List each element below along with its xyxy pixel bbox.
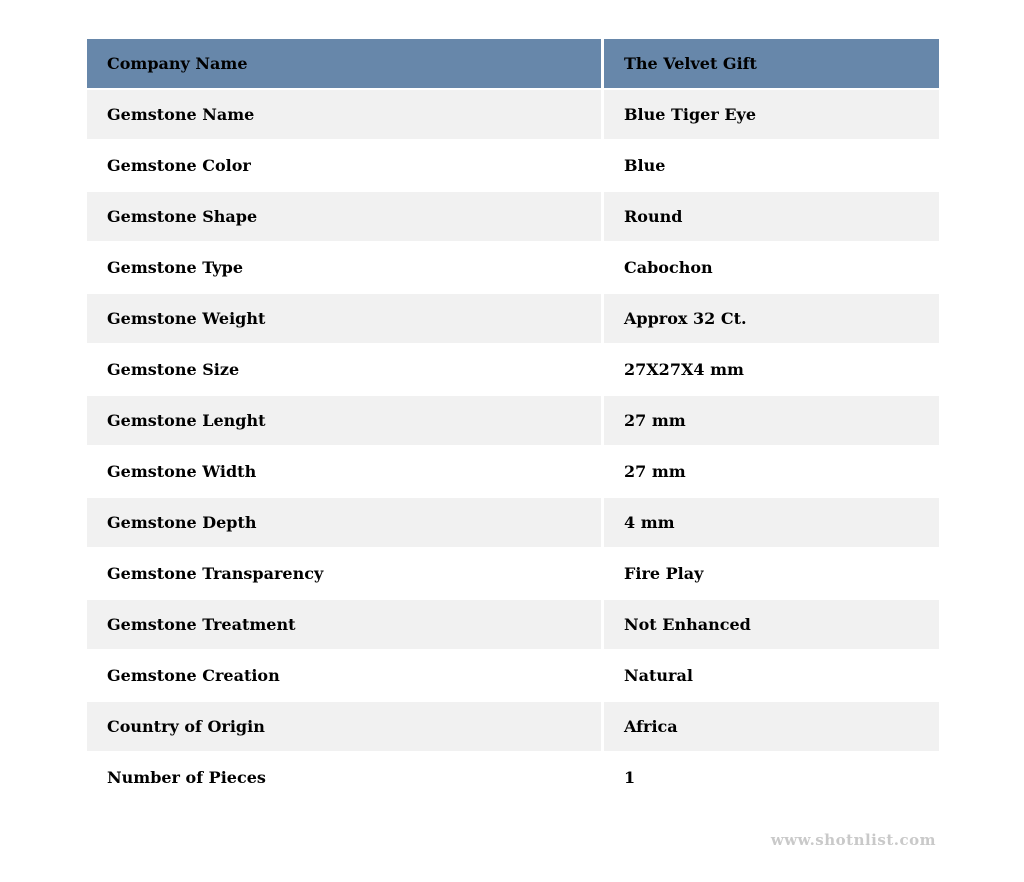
table-row — [87, 294, 939, 343]
row-value-cell — [604, 243, 939, 292]
row-value-cell — [604, 141, 939, 190]
table-row — [87, 702, 939, 751]
header-value: The Velvet Gift — [624, 54, 757, 73]
row-value-cell — [604, 702, 939, 751]
row-value: 27 mm — [624, 411, 686, 430]
row-label-cell — [87, 600, 601, 649]
row-value-cell — [604, 651, 939, 700]
table-row — [87, 345, 939, 394]
row-label: Number of Pieces — [107, 768, 266, 787]
table-row — [87, 498, 939, 547]
row-label: Gemstone Depth — [107, 513, 257, 532]
row-value: 27X27X4 mm — [624, 360, 744, 379]
row-label-cell — [87, 753, 601, 802]
row-value: 27 mm — [624, 462, 686, 481]
row-value: Africa — [624, 717, 678, 736]
header-label-cell — [87, 39, 601, 88]
row-label: Gemstone Color — [107, 156, 251, 175]
row-value-cell — [604, 753, 939, 802]
row-label-cell — [87, 651, 601, 700]
row-value-cell — [604, 192, 939, 241]
row-value-cell — [604, 600, 939, 649]
row-label: Gemstone Treatment — [107, 615, 296, 634]
row-label-cell — [87, 192, 601, 241]
row-value: Natural — [624, 666, 693, 685]
row-value: Fire Play — [624, 564, 704, 583]
table-row — [87, 192, 939, 241]
row-value-cell — [604, 345, 939, 394]
row-value: Not Enhanced — [624, 615, 751, 634]
row-value-cell — [604, 396, 939, 445]
row-label-cell — [87, 243, 601, 292]
row-value: 4 mm — [624, 513, 675, 532]
row-label-cell — [87, 396, 601, 445]
row-value: Approx 32 Ct. — [624, 309, 747, 328]
table-row — [87, 396, 939, 445]
table-row — [87, 549, 939, 598]
table-row — [87, 600, 939, 649]
table-row — [87, 90, 939, 139]
row-value: Blue Tiger Eye — [624, 105, 757, 124]
row-label-cell — [87, 447, 601, 496]
row-value: 1 — [624, 768, 636, 787]
table-row — [87, 243, 939, 292]
header-label: Company Name — [107, 54, 248, 73]
row-label: Gemstone Weight — [107, 309, 266, 328]
row-label: Gemstone Width — [107, 462, 257, 481]
row-label: Gemstone Size — [107, 360, 240, 379]
table-header-row — [87, 39, 939, 88]
row-label-cell — [87, 345, 601, 394]
row-value: Round — [624, 207, 683, 226]
row-label: Gemstone Lenght — [107, 411, 266, 430]
gemstone-spec-table — [87, 39, 939, 804]
table-row — [87, 753, 939, 802]
row-label-cell — [87, 294, 601, 343]
header-value-cell — [604, 39, 939, 88]
row-label: Gemstone Type — [107, 258, 244, 277]
row-label-cell — [87, 498, 601, 547]
site-watermark: www.shotnlist.com — [770, 831, 936, 849]
row-value: Cabochon — [624, 258, 713, 277]
row-value-cell — [604, 90, 939, 139]
row-label: Country of Origin — [107, 717, 265, 736]
row-label-cell — [87, 141, 601, 190]
table-row — [87, 141, 939, 190]
row-value-cell — [604, 498, 939, 547]
row-value-cell — [604, 294, 939, 343]
row-label-cell — [87, 702, 601, 751]
row-value: Blue — [624, 156, 666, 175]
row-label: Gemstone Creation — [107, 666, 280, 685]
row-label: Gemstone Name — [107, 105, 255, 124]
row-label: Gemstone Shape — [107, 207, 258, 226]
table-body — [87, 90, 939, 802]
row-label-cell — [87, 549, 601, 598]
row-value-cell — [604, 549, 939, 598]
table-row — [87, 447, 939, 496]
row-label-cell — [87, 90, 601, 139]
table-row — [87, 651, 939, 700]
row-label: Gemstone Transparency — [107, 564, 324, 583]
row-value-cell — [604, 447, 939, 496]
